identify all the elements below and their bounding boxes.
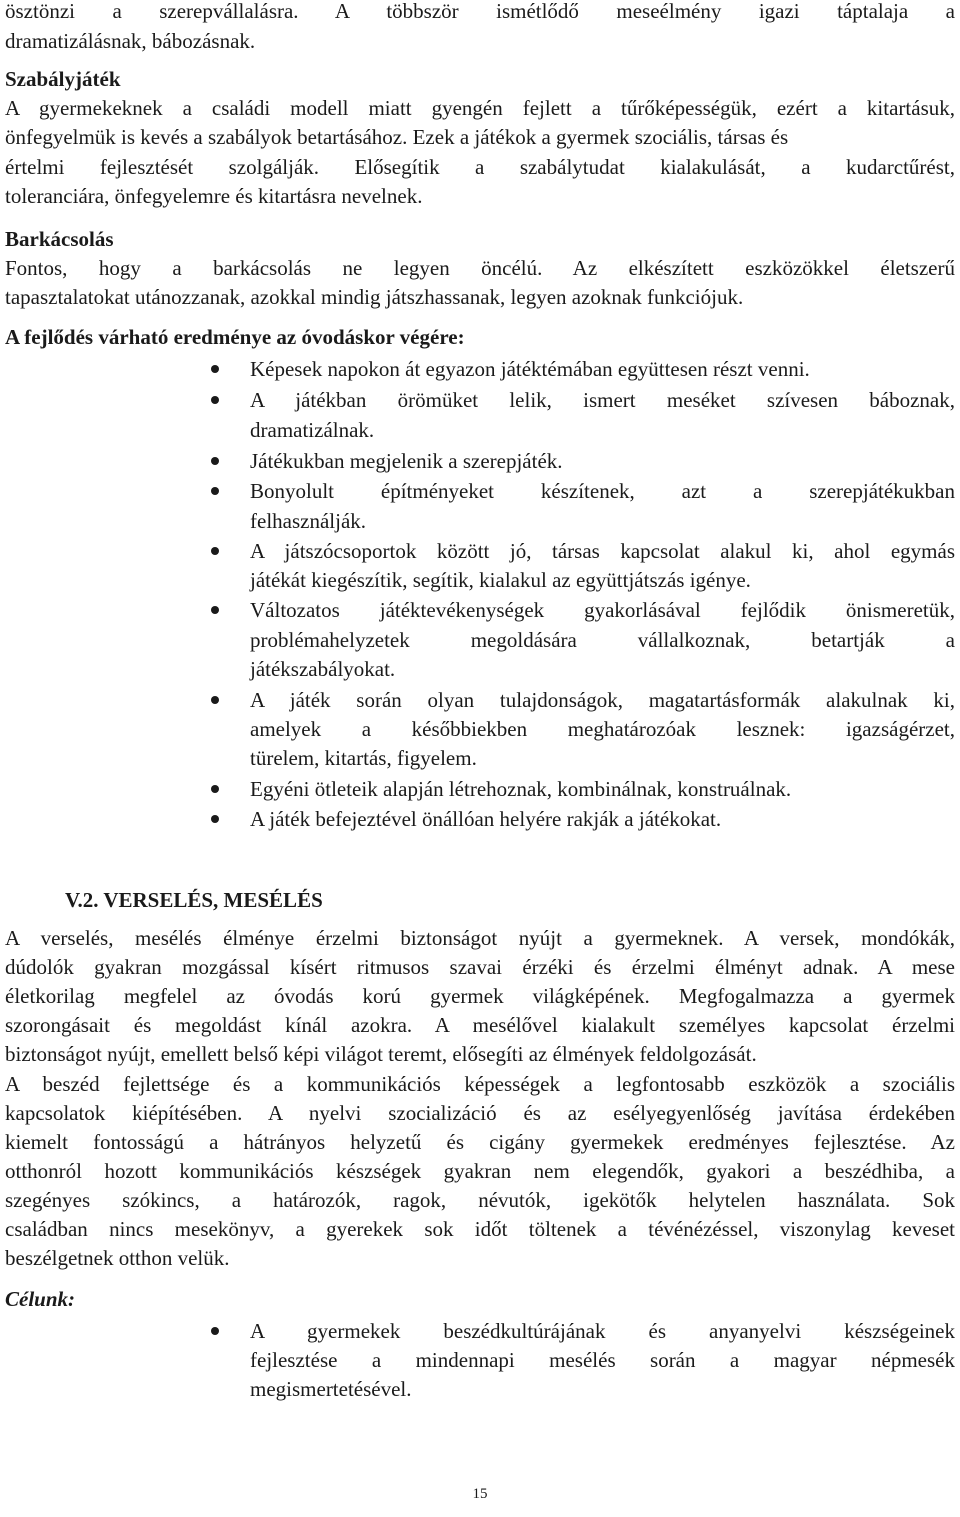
chapter-heading: V.2. VERSELÉS, MESÉLÉS bbox=[65, 888, 323, 912]
section-heading-szabalyjatek: Szabályjáték bbox=[5, 67, 121, 91]
text-line: életkorilag megfelel az óvodás korú gyermek világképének. Megfogalmazza a gyermek bbox=[5, 984, 955, 1008]
text-line: szegényes szókincs, a határozók, ragok, névutók, igekötők helytelen használata. Sok bbox=[5, 1188, 955, 1212]
list-item-line: Játékukban megjelenik a szerepjáték. bbox=[250, 449, 563, 473]
list-item-line: A játékban örömüket lelik, ismert meséket szívesen báboznak, bbox=[250, 388, 955, 412]
list-item-line: problémahelyzetek megoldására vállalkoznak, betartják a bbox=[250, 628, 955, 652]
text-line: szorongásait és megoldást kínál azokra. A mesélővel kialakult személyes kapcsolat érzelmi bbox=[5, 1013, 955, 1037]
bullet-icon bbox=[211, 696, 219, 704]
list-item-line: játékszabályokat. bbox=[250, 657, 396, 681]
list-item-line: amelyek a későbbiekben meghatározóak lesznek: igazságérzet, bbox=[250, 717, 955, 741]
text-line: önfegyelmük is kevés a szabályok betartásához. Ezek a játékok a gyermek szociális, társas és bbox=[5, 125, 789, 149]
section-heading-barkacsolas: Barkácsolás bbox=[5, 227, 114, 251]
bullet-icon bbox=[211, 606, 219, 614]
text-line: A beszéd fejlettsége és a kommunikációs képességek a legfontosabb eszközök a szociális bbox=[5, 1072, 955, 1096]
text-line: tapasztalatokat utánozzanak, azokkal mindig játszhassanak, legyen azoknak funkciójuk. bbox=[5, 285, 744, 309]
bullet-icon bbox=[211, 365, 219, 373]
list-item-line: Képesek napokon át egyazon játéktémában együttesen részt venni. bbox=[250, 357, 810, 381]
list-item-line: dramatizálnak. bbox=[250, 418, 375, 442]
list-item-line: Egyéni ötleteik alapján létrehoznak, kombinálnak, konstruálnak. bbox=[250, 777, 792, 801]
text-line: kapcsolatok kiépítésében. A nyelvi szocializáció és az esélyegyenlőség javítása érdekében bbox=[5, 1101, 955, 1125]
text-line: toleranciára, önfegyelemre és kitartásra nevelnek. bbox=[5, 184, 423, 208]
text-line: Fontos, hogy a barkácsolás ne legyen öncélú. Az elkészített eszközökkel életszerű bbox=[5, 256, 955, 280]
text-line: családban nincs mesekönyv, a gyerekek sok időt töltenek a tévénézéssel, viszonylag keveset bbox=[5, 1217, 955, 1241]
text-line: kiemelt fontosságú a hátrányos helyzetű és cigány gyermekek eredményes fejlesztése. Az bbox=[5, 1130, 955, 1154]
list-item-line: türelem, kitartás, figyelem. bbox=[250, 746, 477, 770]
text-line: biztonságot nyújt, emellett belső képi világot teremt, elősegíti az élmények feldolgozását. bbox=[5, 1042, 757, 1066]
celunk-label: Célunk: bbox=[5, 1287, 76, 1311]
text-line: értelmi fejlesztését szolgálják. Elősegítik a szabálytudat kialakulását, a kudarctűrést, bbox=[5, 155, 955, 179]
bullet-icon bbox=[211, 487, 219, 495]
bullet-icon bbox=[211, 815, 219, 823]
text-line: dúdolók gyakran mozgással kísért ritmusos szavai érzéki és érzelmi élményt adnak. A mese bbox=[5, 955, 955, 979]
text-line: beszélgetnek otthon velük. bbox=[5, 1246, 230, 1270]
bullet-icon bbox=[211, 457, 219, 465]
list-item-line: felhasználják. bbox=[250, 509, 367, 533]
text-line: A verselés, mesélés élménye érzelmi biztonságot nyújt a gyermeknek. A versek, mondókák, bbox=[5, 926, 955, 950]
text-line: ösztönzi a szerepvállalásra. A többször ismétlődő meseélmény igazi táptalaja a bbox=[5, 0, 955, 23]
bullet-icon bbox=[211, 785, 219, 793]
list-item-line: A gyermekek beszédkultúrájának és anyanyelvi készségeinek bbox=[250, 1319, 955, 1343]
bullet-icon bbox=[211, 547, 219, 555]
text-line: otthonról hozott kommunikációs készségek gyakran nem elegendők, gyakori a beszédhiba, a bbox=[5, 1159, 955, 1183]
list-item-line: A játszócsoportok között jó, társas kapcsolat alakul ki, ahol egymás bbox=[250, 539, 955, 563]
list-item-line: Változatos játéktevékenységek gyakorlásával fejlődik önismeretük, bbox=[250, 598, 955, 622]
list-item-line: fejlesztése a mindennapi mesélés során a magyar népmesék bbox=[250, 1348, 955, 1372]
bullet-icon bbox=[211, 1327, 219, 1335]
list-item-line: A játék befejeztével önállóan helyére rakják a játékokat. bbox=[250, 807, 722, 831]
section-heading-fejlodes: A fejlődés várható eredménye az óvodáskor végére: bbox=[5, 325, 465, 349]
page-number: 15 bbox=[472, 1486, 488, 1502]
bullet-icon bbox=[211, 396, 219, 404]
list-item-line: megismertetésével. bbox=[250, 1377, 412, 1401]
list-item-line: játékát kiegészítik, segítik, kialakul az együttjátszás igénye. bbox=[250, 568, 751, 592]
list-item-line: A játék során olyan tulajdonságok, magatartásformák alakulnak ki, bbox=[250, 688, 955, 712]
text-line: A gyermekeknek a családi modell miatt gyengén fejlett a tűrőképességük, ezért a kitartásuk, bbox=[5, 96, 955, 120]
list-item-line: Bonyolult építményeket készítenek, azt a szerepjátékukban bbox=[250, 479, 955, 503]
text-line: dramatizálásnak, bábozásnak. bbox=[5, 29, 256, 53]
